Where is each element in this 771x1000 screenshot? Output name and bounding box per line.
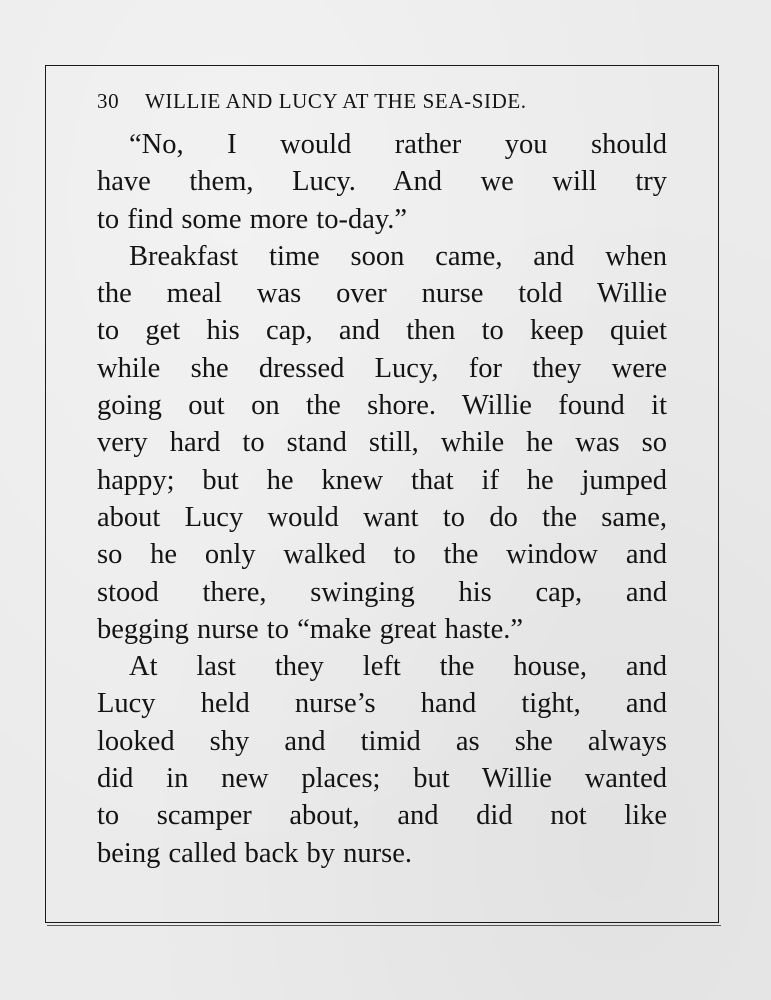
running-title: WILLIE AND LUCY AT THE SEA-SIDE. bbox=[145, 89, 527, 113]
paragraph-2 bbox=[97, 238, 667, 648]
text-line: being called back by nurse. bbox=[97, 837, 413, 869]
text-line: going out on the shore. Willie found it bbox=[97, 390, 667, 422]
paragraph-3 bbox=[97, 648, 667, 872]
text-line: happy; but he knew that if he jumped bbox=[97, 464, 667, 496]
text-line: the meal was over nurse told Willie bbox=[97, 278, 667, 310]
text-line: begging nurse to “make great haste.” bbox=[97, 613, 524, 645]
text-line: so he only walked to the window and bbox=[97, 539, 667, 571]
text-line: did in new places; but Willie wanted bbox=[97, 763, 667, 795]
text-line: “No, I would rather you should bbox=[129, 129, 667, 160]
text-line: Lucy held nurse’s hand tight, and bbox=[97, 688, 667, 720]
running-head bbox=[97, 84, 667, 118]
page-number: 30 bbox=[97, 89, 120, 113]
text-line: about Lucy would want to do the same, bbox=[97, 501, 667, 533]
page-border-bottom-rule bbox=[47, 925, 721, 926]
text-line: looked shy and timid as she always bbox=[97, 725, 667, 757]
text-line: while she dressed Lucy, for they were bbox=[97, 352, 667, 384]
page-content bbox=[97, 84, 667, 872]
text-line: to get his cap, and then to keep quiet bbox=[97, 315, 667, 347]
body-text bbox=[97, 126, 667, 872]
text-line: stood there, swinging his cap, and bbox=[97, 576, 667, 608]
paragraph-1 bbox=[97, 126, 667, 238]
text-line: to scamper about, and did not like bbox=[97, 800, 667, 832]
text-line: very hard to stand still, while he was so bbox=[97, 427, 667, 459]
text-line: have them, Lucy. And we will try bbox=[97, 166, 667, 198]
text-line: At last they left the house, and bbox=[129, 651, 667, 683]
text-line: to find some more to-day.” bbox=[97, 203, 408, 235]
text-line: Breakfast time soon came, and when bbox=[129, 240, 667, 272]
